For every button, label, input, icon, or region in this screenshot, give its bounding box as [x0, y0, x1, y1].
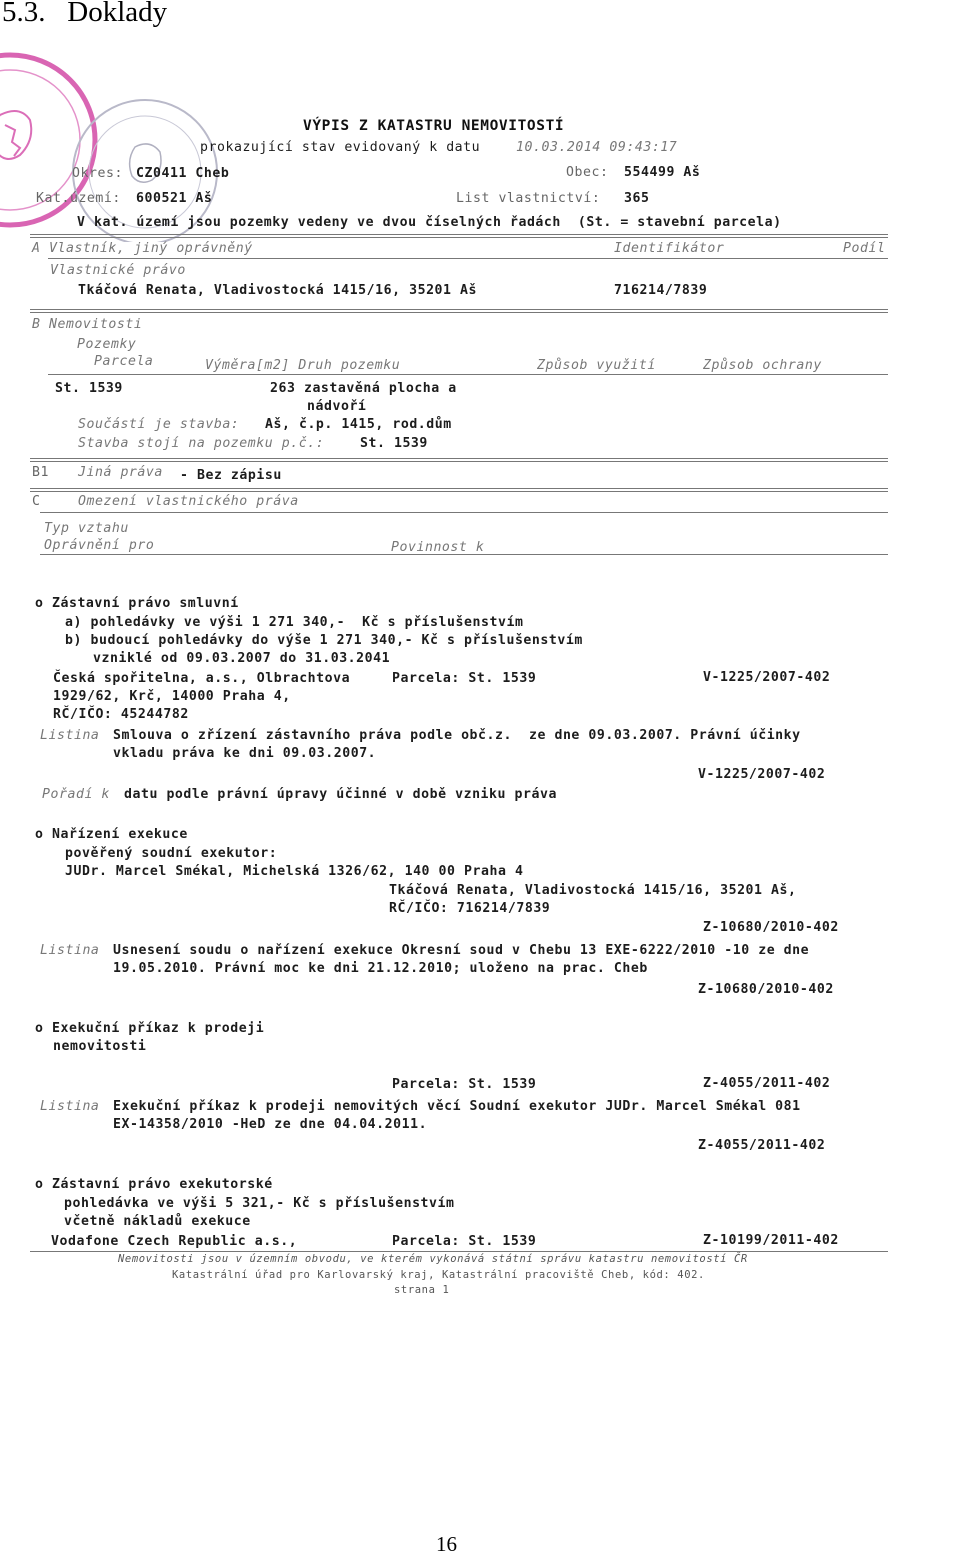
divider — [30, 488, 888, 492]
c-col-opr: Oprávnění pro — [44, 538, 155, 553]
entry-1-listina-label: Listina — [40, 728, 100, 743]
entry-1-line-a: a) pohledávky ve výši 1 271 340,- Kč s příslušenstvím — [65, 615, 524, 630]
entry-2-listina-text-1: Usnesení soudu o nařízení exekuce Okresní soud v Chebu 13 EXE-6222/2010 -10 ze dne — [113, 943, 810, 958]
entry-2-ref-2: Z-10680/2010-402 — [698, 982, 834, 997]
subtitle-date: 10.03.2014 09:43:17 — [516, 140, 678, 155]
entry-1-creditor-3: RČ/IČO: 45244782 — [53, 707, 189, 722]
entry-1-ref: V-1225/2007-402 — [703, 670, 831, 685]
entry-1-line-c: vzniklé od 09.03.2007 do 31.03.2041 — [93, 651, 391, 666]
lv-value: 365 — [624, 191, 650, 206]
okres-label: Okres: — [72, 166, 123, 181]
section-b-sub2: Parcela — [94, 354, 154, 369]
divider — [30, 234, 888, 238]
divider — [40, 554, 888, 555]
col-ochrany: Způsob ochrany — [703, 358, 822, 373]
section-a-col-id: Identifikátor — [614, 241, 725, 256]
cadastre-extract-document — [0, 30, 910, 1305]
page-number: 16 — [436, 1532, 457, 1556]
section-b-header: B Nemovitosti — [32, 317, 143, 332]
entry-4-parcel: Parcela: St. 1539 — [392, 1234, 537, 1249]
area-type-2: nádvoří — [307, 399, 367, 414]
section-a-header: A Vlastník, jiný oprávněný — [32, 241, 253, 256]
divider — [40, 512, 888, 513]
entry-1-poradi-text: datu podle právní úpravy účinné v době vzniku práva — [124, 787, 557, 802]
b1-label: Jiná práva — [78, 465, 163, 480]
c-col-typ: Typ vztahu — [44, 521, 129, 536]
entry-4-ref: Z-10199/2011-402 — [703, 1233, 839, 1248]
divider — [30, 1251, 888, 1252]
section-a-sub: Vlastnické právo — [50, 263, 186, 278]
owner-name: Tkáčová Renata, Vladivostocká 1415/16, 35201 Aš — [78, 283, 478, 298]
entry-3-parcel: Parcela: St. 1539 — [392, 1077, 537, 1092]
entry-1-title: o Zástavní právo smluvní — [35, 596, 239, 611]
b1-code: B1 — [32, 465, 49, 480]
entry-3-title-2: nemovitosti — [53, 1039, 147, 1054]
entry-1-creditor-2: 1929/62, Krč, 14000 Praha 4, — [53, 689, 291, 704]
entry-2-listina-label: Listina — [40, 943, 100, 958]
footer-line-2: Katastrální úřad pro Karlovarský kraj, Katastrální pracoviště Cheb, kód: 402. — [172, 1269, 705, 1281]
entry-1-listina-text-2: vkladu práva ke dni 09.03.2007. — [113, 746, 377, 761]
entry-2-title: o Nařízení exekuce — [35, 827, 188, 842]
entry-2-line-2: JUDr. Marcel Smékal, Michelská 1326/62, 140 00 Praha 4 — [65, 864, 524, 879]
entry-2-listina-text-2: 19.05.2010. Právní moc ke dni 21.12.2010; uloženo na prac. Cheb — [113, 961, 648, 976]
b1-value: - Bez zápisu — [180, 468, 282, 483]
parcel-number: St. 1539 — [55, 381, 123, 396]
obec-value: 554499 Aš — [624, 165, 701, 180]
entry-1-poradi-label: Pořadí k — [42, 787, 110, 802]
soucast-label: Součástí je stavba: — [78, 417, 240, 432]
entry-1-listina-text-1: Smlouva o zřízení zástavního práva podle obč.z. ze dne 09.03.2007. Právní účinky — [113, 728, 801, 743]
col-vyuziti: Způsob využití — [537, 358, 656, 373]
entry-1-ref-2: V-1225/2007-402 — [698, 767, 826, 782]
uzemi-value: 600521 Aš — [136, 191, 213, 206]
owner-id: 716214/7839 — [614, 283, 708, 298]
entry-4-line-1: pohledávka ve výši 5 321,- Kč s příslušenstvím — [64, 1196, 455, 1211]
entry-3-ref-2: Z-4055/2011-402 — [698, 1138, 826, 1153]
section-a-col-podil: Podíl — [843, 241, 886, 256]
entry-2-line-1: pověřený soudní exekutor: — [65, 846, 278, 861]
entry-2-ref: Z-10680/2010-402 — [703, 920, 839, 935]
col-vymera: Výměra[m2] Druh pozemku — [205, 358, 401, 373]
entry-4-creditor: Vodafone Czech Republic a.s., — [51, 1234, 298, 1249]
entry-4-line-2: včetně nákladů exekuce — [64, 1214, 251, 1229]
stavba-label: Stavba stojí na pozemku p.č.: — [78, 436, 325, 451]
footer-line-1: Nemovitosti jsou v územním obvodu, ve kterém vykonává státní správu katastru nemovitostí ČR — [118, 1253, 748, 1265]
entry-2-debtor-1: Tkáčová Renata, Vladivostocká 1415/16, 35201 Aš, — [389, 883, 797, 898]
subtitle-label: prokazující stav evidovaný k datu — [200, 140, 481, 155]
document-title: VÝPIS Z KATASTRU NEMOVITOSTÍ — [303, 118, 565, 134]
uzemi-label: Kat.území: — [36, 191, 121, 206]
entry-3-listina-text-2: EX-14358/2010 -HeD ze dne 04.04.2011. — [113, 1117, 428, 1132]
entry-3-listina-text-1: Exekuční příkaz k prodeji nemovitých věcí Soudní exekutor JUDr. Marcel Smékal 081 — [113, 1099, 801, 1114]
c-label: Omezení vlastnického práva — [78, 494, 299, 509]
entry-3-ref: Z-4055/2011-402 — [703, 1076, 831, 1091]
entry-4-title: o Zástavní právo exekutorské — [35, 1177, 273, 1192]
c-code: C — [32, 494, 41, 509]
divider — [30, 309, 888, 313]
section-b-sub1: Pozemky — [77, 337, 137, 352]
entry-2-debtor-2: RČ/IČO: 716214/7839 — [389, 901, 551, 916]
okres-value: CZ0411 Cheb — [136, 166, 230, 181]
c-col-pov: Povinnost k — [391, 540, 485, 555]
divider — [30, 458, 888, 462]
rady-note: V kat. území jsou pozemky vedeny ve dvou číselných řadách (St. = stavební parcela) — [77, 215, 782, 230]
entry-1-line-b: b) budoucí pohledávky do výše 1 271 340,- Kč s příslušenstvím — [65, 633, 583, 648]
obec-label: Obec: — [566, 165, 609, 180]
divider — [48, 374, 888, 375]
section-heading: 5.3. Doklady — [2, 0, 168, 28]
footer-line-3: strana 1 — [394, 1284, 450, 1296]
entry-3-listina-label: Listina — [40, 1099, 100, 1114]
area-type-1: 263 zastavěná plocha a — [270, 381, 457, 396]
soucast-value: Aš, č.p. 1415, rod.dům — [265, 417, 452, 432]
divider — [48, 258, 888, 259]
entry-1-creditor-1: Česká spořitelna, a.s., Olbrachtova — [53, 671, 351, 686]
entry-1-parcel: Parcela: St. 1539 — [392, 671, 537, 686]
lv-label: List vlastnictví: — [456, 191, 601, 206]
stavba-value: St. 1539 — [360, 436, 428, 451]
entry-3-title-1: o Exekuční příkaz k prodeji — [35, 1021, 265, 1036]
